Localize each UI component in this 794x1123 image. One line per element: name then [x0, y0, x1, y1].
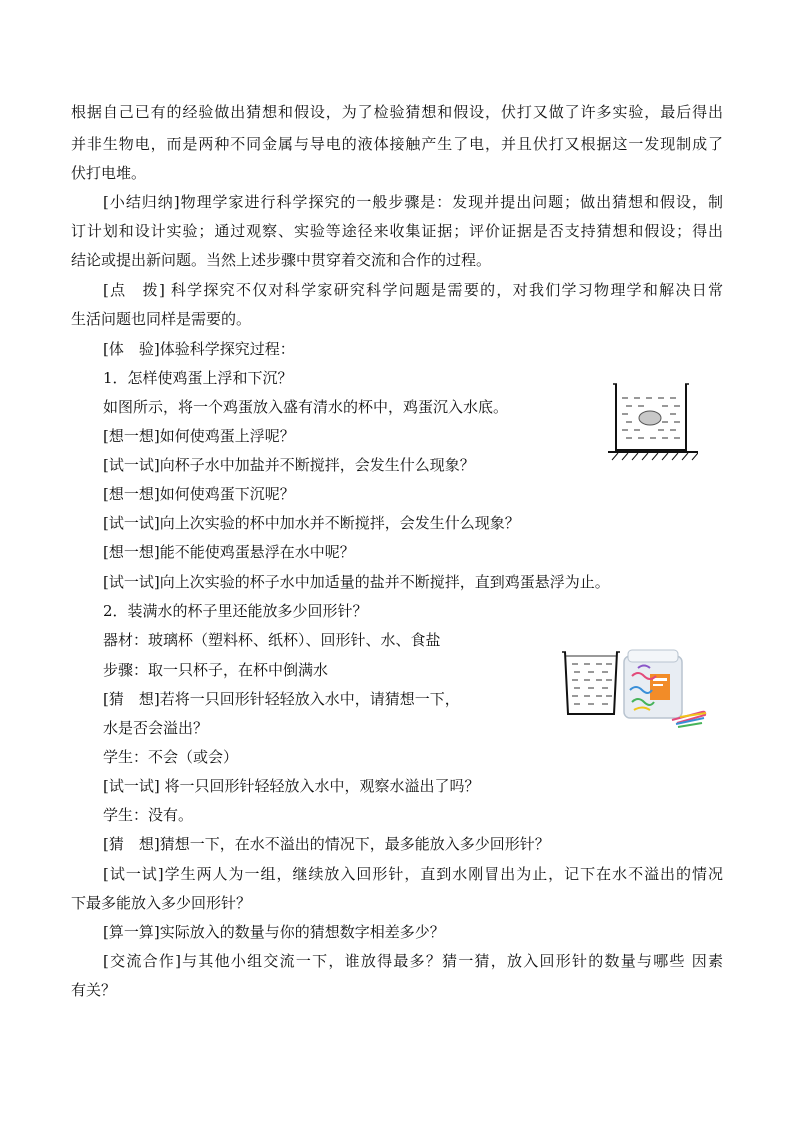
egg-section-title: 1．怎样使鸡蛋上浮和下沉？ [103, 369, 293, 387]
egg-step: [试一试]向杯子水中加盐并不断搅拌，会发生什么现象？ [103, 456, 475, 474]
summary-line: 订计划和设计实验；通过观察、实验等途径来收集证据；评价证据是否支持猜想和假设；得出 [71, 222, 723, 240]
clip-try-2-cont: 下最多能放入多少回形针？ [71, 894, 252, 912]
clip-materials: 器材：玻璃杯（塑料杯、纸杯）、回形针、水、食盐 [103, 631, 441, 649]
clip-try-1: [试一试] 将一只回形针轻轻放入水中，观察水溢出了吗？ [103, 777, 480, 795]
clip-procedure: 步骤：取一只杯子，在杯中倒满水 [103, 661, 329, 679]
egg-step: [想一想]如何使鸡蛋下沉呢？ [103, 485, 295, 503]
egg-step: [试一试]向上次实验的杯子水中加适量的盐并不断搅拌，直到鸡蛋悬浮为止。 [103, 573, 610, 591]
table-surface-icon [608, 452, 698, 460]
paragraph-line: 并非生物电，而是两种不同金属与导电的液体接触产生了电，并且伏打又根据这一发现制成了 [71, 135, 723, 153]
summary-line: [小结归纳]物理学家进行科学探究的一般步骤是：发现并提出问题；做出猜想和假设，制 [103, 193, 723, 211]
paper-clip-box-photo [620, 646, 710, 730]
clip-guess-1-cont: 水是否会溢出？ [103, 719, 209, 737]
egg-icon [639, 411, 661, 425]
student-answer-1: 学生：不会（或会） [103, 748, 239, 766]
egg-step: [想一想]能不能使鸡蛋悬浮在水中呢？ [103, 543, 355, 561]
clip-guess-1: [猜 想]若将一只回形针轻轻放入水中，请猜想一下， [103, 690, 460, 708]
clip-try-2: [试一试]学生两人为一组，继续放入回形针，直到水刚冒出为止，记下在水不溢出的情况 [103, 865, 723, 883]
student-answer-2: 学生：没有。 [103, 806, 194, 824]
beaker-icon [562, 652, 620, 714]
tip-line: [点 拨] 科学探究不仅对科学家研究科学问题是需要的，对我们学习物理学和解决日常 [103, 281, 723, 299]
clip-exchange: [交流合作]与其他小组交流一下，谁放得最多？猜一猜，放入回形针的数量与哪些 因素 [103, 952, 723, 970]
paragraph-line: 伏打电堆。 [71, 164, 147, 182]
clip-box-icon [624, 650, 682, 718]
paragraph-line: 根据自己已有的经验做出猜想和假设，为了检验猜想和假设，伏打又做了许多实验，最后得出 [71, 103, 723, 121]
egg-step: [试一试]向上次实验的杯中加水并不断搅拌，会发生什么现象？ [103, 514, 520, 532]
summary-line: 结论或提出新问题。当然上述步骤中贯穿着交流和合作的过程。 [71, 251, 492, 269]
clip-guess-2: [猜 想]猜想一下，在水不溢出的情况下，最多能放入多少回形针？ [103, 835, 550, 853]
egg-intro: 如图所示，将一个鸡蛋放入盛有清水的杯中，鸡蛋沉入水底。 [103, 398, 509, 416]
full-glass-illustration [560, 648, 622, 718]
experience-heading: [体 验]体验科学探究过程： [103, 340, 295, 358]
clip-section-title: 2．装满水的杯子里还能放多少回形针？ [103, 602, 368, 620]
egg-beaker-illustration [608, 380, 698, 462]
clip-exchange-cont: 有关？ [71, 981, 117, 999]
egg-step: [想一想]如何使鸡蛋上浮呢？ [103, 427, 295, 445]
tip-line: 生活问题也同样是需要的。 [71, 310, 252, 328]
clip-calc: [算一算]实际放入的数量与你的猜想数字相差多少？ [103, 923, 445, 941]
